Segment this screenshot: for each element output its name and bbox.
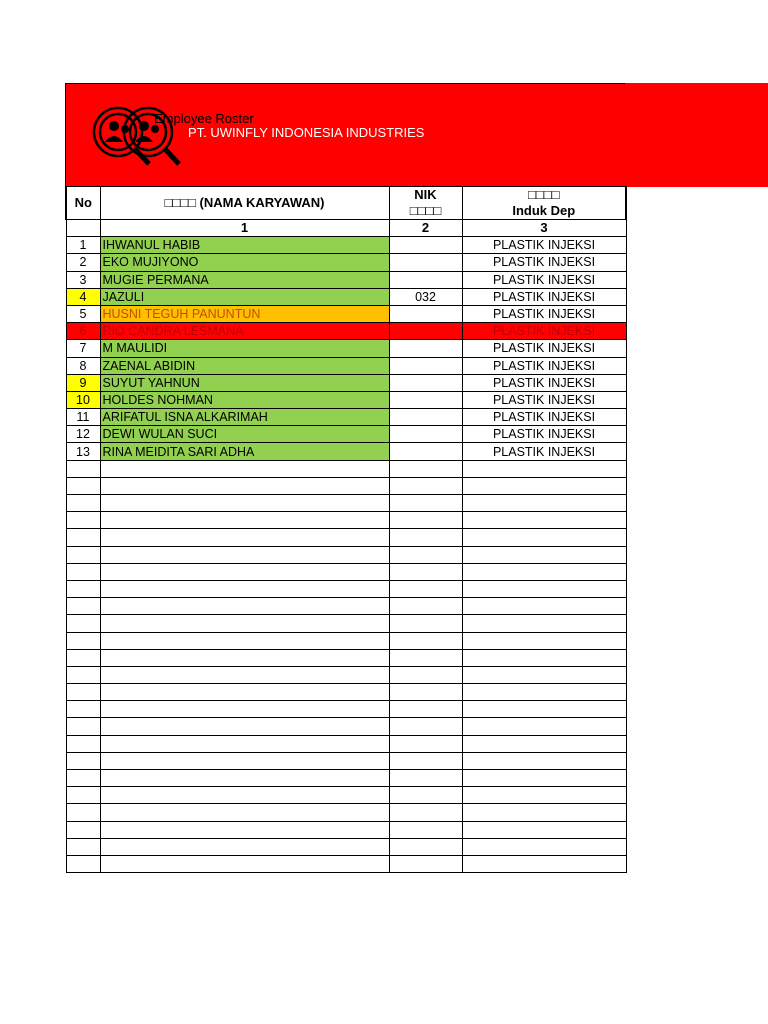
empty-cell[interactable] <box>100 615 389 632</box>
cell-nik[interactable] <box>389 323 462 340</box>
banner-extension <box>625 83 768 187</box>
empty-cell[interactable] <box>100 460 389 477</box>
empty-cell[interactable] <box>66 684 100 701</box>
cell-name[interactable]: ZAENAL ABIDIN <box>100 357 389 374</box>
empty-row[interactable] <box>66 563 626 580</box>
table-row[interactable] <box>66 357 626 374</box>
column-header-no: No <box>66 187 100 220</box>
cell-no[interactable]: 3 <box>66 271 100 288</box>
empty-row[interactable] <box>66 649 626 666</box>
table-row[interactable] <box>66 443 626 460</box>
empty-cell[interactable] <box>389 649 462 666</box>
empty-cell[interactable] <box>66 512 100 529</box>
column-number: 3 <box>462 220 626 237</box>
empty-cell[interactable] <box>389 666 462 683</box>
cell-no[interactable]: 2 <box>66 254 100 271</box>
empty-cell[interactable] <box>389 495 462 512</box>
empty-cell[interactable] <box>462 804 626 821</box>
company-name: PT. UWINFLY INDONESIA INDUSTRIES <box>188 125 425 140</box>
empty-cell[interactable] <box>66 615 100 632</box>
empty-cell[interactable] <box>100 770 389 787</box>
empty-row[interactable] <box>66 684 626 701</box>
cell-no[interactable]: 6 <box>66 323 100 340</box>
dep-header-line2: Induk Dep <box>512 203 576 218</box>
empty-cell[interactable] <box>100 666 389 683</box>
empty-cell[interactable] <box>66 770 100 787</box>
employee-table <box>65 186 627 873</box>
empty-cell[interactable] <box>462 477 626 494</box>
empty-cell[interactable] <box>66 460 100 477</box>
empty-cell[interactable] <box>389 787 462 804</box>
cell-name[interactable]: EKO MUJIYONO <box>100 254 389 271</box>
cell-no[interactable]: 10 <box>66 391 100 408</box>
cell-name[interactable]: MUGIE PERMANA <box>100 271 389 288</box>
empty-cell[interactable] <box>389 460 462 477</box>
empty-cell[interactable] <box>389 855 462 872</box>
cell-no[interactable]: 7 <box>66 340 100 357</box>
empty-cell[interactable] <box>100 787 389 804</box>
empty-cell[interactable] <box>66 821 100 838</box>
empty-cell[interactable] <box>66 649 100 666</box>
cell-nik[interactable] <box>389 340 462 357</box>
empty-cell[interactable] <box>462 666 626 683</box>
empty-cell[interactable] <box>462 460 626 477</box>
empty-row[interactable] <box>66 752 626 769</box>
cell-dep[interactable]: PLASTIK INJEKSI <box>462 374 626 391</box>
cell-nik[interactable] <box>389 271 462 288</box>
empty-cell[interactable] <box>389 821 462 838</box>
empty-cell[interactable] <box>462 684 626 701</box>
empty-cell[interactable] <box>66 580 100 597</box>
table-row[interactable] <box>66 340 626 357</box>
empty-cell[interactable] <box>100 821 389 838</box>
empty-cell[interactable] <box>462 546 626 563</box>
empty-cell[interactable] <box>66 838 100 855</box>
cell-dep[interactable]: PLASTIK INJEKSI <box>462 305 626 322</box>
cell-name[interactable]: M MAULIDI <box>100 340 389 357</box>
empty-cell[interactable] <box>66 735 100 752</box>
empty-cell[interactable] <box>462 632 626 649</box>
empty-cell[interactable] <box>389 735 462 752</box>
empty-cell[interactable] <box>100 804 389 821</box>
cell-dep[interactable]: PLASTIK INJEKSI <box>462 409 626 426</box>
empty-row[interactable] <box>66 512 626 529</box>
empty-cell[interactable] <box>389 701 462 718</box>
cell-nik[interactable] <box>389 305 462 322</box>
cell-no[interactable]: 13 <box>66 443 100 460</box>
empty-cell[interactable] <box>100 701 389 718</box>
empty-cell[interactable] <box>100 718 389 735</box>
empty-row[interactable] <box>66 580 626 597</box>
column-header-dep <box>462 187 626 220</box>
empty-cell[interactable] <box>462 752 626 769</box>
cell-dep[interactable]: PLASTIK INJEKSI <box>462 237 626 254</box>
table-row[interactable] <box>66 288 626 305</box>
empty-cell[interactable] <box>462 495 626 512</box>
empty-cell[interactable] <box>389 752 462 769</box>
table-row[interactable] <box>66 323 626 340</box>
cell-name[interactable]: IHWANUL HABIB <box>100 237 389 254</box>
cell-dep[interactable]: PLASTIK INJEKSI <box>462 340 626 357</box>
empty-row[interactable] <box>66 632 626 649</box>
empty-row[interactable] <box>66 718 626 735</box>
empty-row[interactable] <box>66 546 626 563</box>
header-row <box>66 187 626 220</box>
cell-nik[interactable] <box>389 391 462 408</box>
cell-nik[interactable] <box>389 237 462 254</box>
column-number: 2 <box>389 220 462 237</box>
cell-nik[interactable] <box>389 426 462 443</box>
cell-dep[interactable]: PLASTIK INJEKSI <box>462 357 626 374</box>
empty-cell[interactable] <box>389 580 462 597</box>
cell-name[interactable]: HUSNI TEGUH PANUNTUN <box>100 305 389 322</box>
empty-cell[interactable] <box>100 563 389 580</box>
empty-cell[interactable] <box>462 580 626 597</box>
empty-cell[interactable] <box>462 615 626 632</box>
empty-cell[interactable] <box>100 512 389 529</box>
cell-dep[interactable]: PLASTIK INJEKSI <box>462 254 626 271</box>
cell-dep[interactable]: PLASTIK INJEKSI <box>462 271 626 288</box>
empty-row[interactable] <box>66 598 626 615</box>
empty-cell[interactable] <box>100 495 389 512</box>
empty-cell[interactable] <box>462 529 626 546</box>
empty-row[interactable] <box>66 666 626 683</box>
nik-header-line2: □□□□ <box>409 203 442 218</box>
empty-cell[interactable] <box>66 804 100 821</box>
column-number <box>66 220 100 237</box>
cell-no[interactable]: 12 <box>66 426 100 443</box>
empty-cell[interactable] <box>100 477 389 494</box>
empty-row[interactable] <box>66 821 626 838</box>
empty-row[interactable] <box>66 529 626 546</box>
cell-dep[interactable]: PLASTIK INJEKSI <box>462 323 626 340</box>
empty-cell[interactable] <box>100 752 389 769</box>
dep-header-line1: □□□□ <box>528 187 560 202</box>
empty-row[interactable] <box>66 838 626 855</box>
empty-cell[interactable] <box>66 632 100 649</box>
empty-cell[interactable] <box>462 563 626 580</box>
empty-cell[interactable] <box>462 512 626 529</box>
column-header-nik <box>389 187 462 220</box>
column-number: 1 <box>100 220 389 237</box>
empty-cell[interactable] <box>462 735 626 752</box>
nik-header-line1: NIK <box>414 187 437 202</box>
empty-row[interactable] <box>66 495 626 512</box>
empty-cell[interactable] <box>66 855 100 872</box>
cell-no[interactable]: 8 <box>66 357 100 374</box>
header-banner <box>65 83 625 187</box>
column-number-row <box>66 220 626 237</box>
empty-cell[interactable] <box>389 718 462 735</box>
empty-row[interactable] <box>66 804 626 821</box>
empty-cell[interactable] <box>462 770 626 787</box>
empty-cell[interactable] <box>462 787 626 804</box>
empty-cell[interactable] <box>66 787 100 804</box>
empty-cell[interactable] <box>389 477 462 494</box>
empty-cell[interactable] <box>66 546 100 563</box>
cell-name[interactable]: RINA MEIDITA SARI ADHA <box>100 443 389 460</box>
cell-no[interactable]: 4 <box>66 288 100 305</box>
empty-row[interactable] <box>66 787 626 804</box>
empty-row[interactable] <box>66 477 626 494</box>
cell-dep[interactable]: PLASTIK INJEKSI <box>462 391 626 408</box>
empty-row[interactable] <box>66 615 626 632</box>
empty-cell[interactable] <box>66 529 100 546</box>
roster-label: Employee Roster <box>154 111 254 126</box>
empty-row[interactable] <box>66 735 626 752</box>
table-row[interactable] <box>66 426 626 443</box>
empty-row[interactable] <box>66 770 626 787</box>
empty-cell[interactable] <box>66 598 100 615</box>
cell-name[interactable]: JAZULI <box>100 288 389 305</box>
empty-cell[interactable] <box>66 563 100 580</box>
empty-cell[interactable] <box>389 546 462 563</box>
empty-cell[interactable] <box>462 838 626 855</box>
column-header-name: □□□□ (NAMA KARYAWAN) <box>100 187 389 220</box>
empty-row[interactable] <box>66 855 626 872</box>
table-row[interactable] <box>66 254 626 271</box>
empty-cell[interactable] <box>462 701 626 718</box>
empty-cell[interactable] <box>389 804 462 821</box>
empty-cell[interactable] <box>100 684 389 701</box>
empty-cell[interactable] <box>100 735 389 752</box>
empty-cell[interactable] <box>66 477 100 494</box>
cell-name[interactable]: RIO CANDRA LESMANA <box>100 323 389 340</box>
empty-cell[interactable] <box>389 512 462 529</box>
empty-cell[interactable] <box>100 838 389 855</box>
cell-dep[interactable]: PLASTIK INJEKSI <box>462 426 626 443</box>
empty-cell[interactable] <box>100 598 389 615</box>
empty-cell[interactable] <box>389 684 462 701</box>
cell-nik[interactable] <box>389 443 462 460</box>
cell-dep[interactable]: PLASTIK INJEKSI <box>462 288 626 305</box>
empty-cell[interactable] <box>389 615 462 632</box>
empty-cell[interactable] <box>462 718 626 735</box>
empty-cell[interactable] <box>100 649 389 666</box>
empty-cell[interactable] <box>100 546 389 563</box>
empty-cell[interactable] <box>462 598 626 615</box>
empty-cell[interactable] <box>389 529 462 546</box>
empty-cell[interactable] <box>389 563 462 580</box>
cell-no[interactable]: 11 <box>66 409 100 426</box>
cell-nik[interactable]: 032 <box>389 288 462 305</box>
empty-cell[interactable] <box>100 580 389 597</box>
cell-name[interactable]: ARIFATUL ISNA ALKARIMAH <box>100 409 389 426</box>
empty-cell[interactable] <box>66 752 100 769</box>
empty-cell[interactable] <box>66 701 100 718</box>
table-row[interactable] <box>66 374 626 391</box>
table-row[interactable] <box>66 305 626 322</box>
cell-nik[interactable] <box>389 374 462 391</box>
empty-cell[interactable] <box>389 838 462 855</box>
empty-cell[interactable] <box>66 666 100 683</box>
empty-cell[interactable] <box>389 632 462 649</box>
empty-row[interactable] <box>66 701 626 718</box>
empty-cell[interactable] <box>100 632 389 649</box>
cell-no[interactable]: 5 <box>66 305 100 322</box>
cell-name[interactable]: DEWI WULAN SUCI <box>100 426 389 443</box>
cell-nik[interactable] <box>389 254 462 271</box>
empty-cell[interactable] <box>66 495 100 512</box>
empty-cell[interactable] <box>100 855 389 872</box>
cell-dep[interactable]: PLASTIK INJEKSI <box>462 443 626 460</box>
empty-cell[interactable] <box>462 821 626 838</box>
empty-row[interactable] <box>66 460 626 477</box>
cell-name[interactable]: SUYUT YAHNUN <box>100 374 389 391</box>
empty-cell[interactable] <box>462 649 626 666</box>
cell-nik[interactable] <box>389 409 462 426</box>
table-row[interactable] <box>66 271 626 288</box>
empty-cell[interactable] <box>389 770 462 787</box>
cell-nik[interactable] <box>389 357 462 374</box>
cell-no[interactable]: 1 <box>66 237 100 254</box>
cell-no[interactable]: 9 <box>66 374 100 391</box>
table-body <box>66 237 626 873</box>
empty-cell[interactable] <box>389 598 462 615</box>
cell-name[interactable]: HOLDES NOHMAN <box>100 391 389 408</box>
empty-cell[interactable] <box>66 718 100 735</box>
table-row[interactable] <box>66 409 626 426</box>
table-row[interactable] <box>66 237 626 254</box>
empty-cell[interactable] <box>100 529 389 546</box>
empty-cell[interactable] <box>462 855 626 872</box>
table-row[interactable] <box>66 391 626 408</box>
